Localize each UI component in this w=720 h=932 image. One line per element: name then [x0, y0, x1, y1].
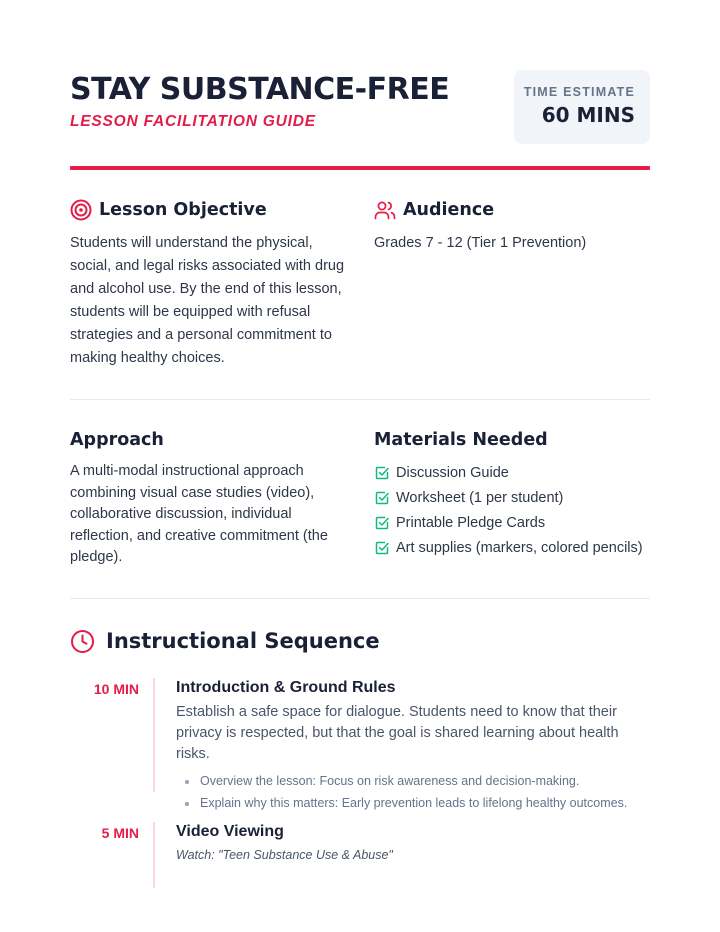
objective-line: social, and legal risks associated with drug	[70, 258, 345, 274]
materials-item-label: Discussion Guide	[396, 464, 509, 481]
objective-line: strategies and a personal commitment to	[70, 327, 332, 343]
approach-section	[70, 428, 360, 569]
objective-line: Students will understand the physical,	[70, 235, 313, 251]
page-title: STAY SUBSTANCE-FREE	[70, 72, 450, 107]
users-icon	[374, 199, 396, 221]
step-title: Video Viewing	[176, 823, 284, 840]
instructional-sequence-section	[70, 627, 650, 655]
lesson-objective-section	[70, 198, 360, 370]
lesson-objective-text	[70, 232, 360, 370]
instructional-sequence-title: Instructional Sequence	[106, 629, 380, 653]
step-description	[176, 702, 650, 765]
approach-line: A multi-modal instructional approach	[70, 463, 304, 479]
approach-line: pledge).	[70, 549, 123, 565]
materials-item	[374, 460, 650, 485]
objective-line: making healthy choices.	[70, 350, 225, 366]
materials-item-label: Art supplies (markers, colored pencils)	[396, 539, 643, 556]
materials-title: Materials Needed	[374, 430, 548, 450]
approach-line: collaborative discussion, individual	[70, 506, 292, 522]
clock-icon	[70, 629, 95, 654]
materials-item	[374, 485, 650, 510]
checkbox-icon	[375, 491, 389, 505]
sequence-step	[70, 822, 650, 890]
checkbox-icon	[375, 466, 389, 480]
step-duration: 10 MIN	[93, 681, 139, 697]
audience-section	[374, 198, 650, 255]
step-note: Watch: "Teen Substance Use & Abuse"	[176, 848, 393, 862]
sequence-step	[70, 678, 650, 810]
step-description-line: Establish a safe space for dialogue. Students need to know that their	[176, 704, 617, 720]
objective-line: students will be equipped with refusal	[70, 304, 311, 320]
step-bullets	[176, 771, 650, 814]
step-description-line: privacy is respected, but that the goal is shared learning about health risks.	[176, 725, 619, 762]
target-icon	[70, 199, 92, 221]
page-header	[70, 70, 650, 150]
materials-item	[374, 535, 650, 560]
step-duration: 5 MIN	[101, 825, 139, 841]
page-subtitle: LESSON FACILITATION GUIDE	[70, 113, 316, 130]
approach-line: combining visual case studies (video),	[70, 484, 315, 501]
audience-title: Audience	[403, 200, 495, 220]
header-divider	[70, 166, 650, 170]
materials-list	[374, 460, 650, 560]
audience-text: Grades 7 - 12 (Tier 1 Prevention)	[374, 235, 587, 251]
objective-line: and alcohol use. By the end of this lesson,	[70, 281, 342, 297]
section-divider	[70, 399, 650, 400]
materials-item-label: Printable Pledge Cards	[396, 514, 546, 531]
step-title: Introduction & Ground Rules	[176, 679, 396, 696]
approach-line: reflection, and creative commitment (the	[70, 527, 328, 544]
timeline-line	[153, 822, 155, 888]
materials-item-label: Worksheet (1 per student)	[396, 489, 564, 506]
time-estimate-label: TIME ESTIMATE	[523, 85, 635, 99]
step-bullet: Overview the lesson: Focus on risk awareness and decision-making.	[176, 771, 650, 793]
lesson-objective-title: Lesson Objective	[99, 200, 267, 220]
checkbox-icon	[375, 541, 389, 555]
materials-item	[374, 510, 650, 535]
checkbox-icon	[375, 516, 389, 530]
timeline-line	[153, 678, 155, 792]
approach-title: Approach	[70, 430, 164, 450]
time-estimate-box	[514, 70, 650, 144]
approach-text	[70, 461, 360, 569]
materials-section	[374, 428, 650, 560]
section-divider	[70, 598, 650, 599]
time-estimate-value: 60 MINS	[541, 103, 635, 127]
step-bullet: Explain why this matters: Early prevention leads to lifelong healthy outcomes.	[176, 793, 650, 815]
